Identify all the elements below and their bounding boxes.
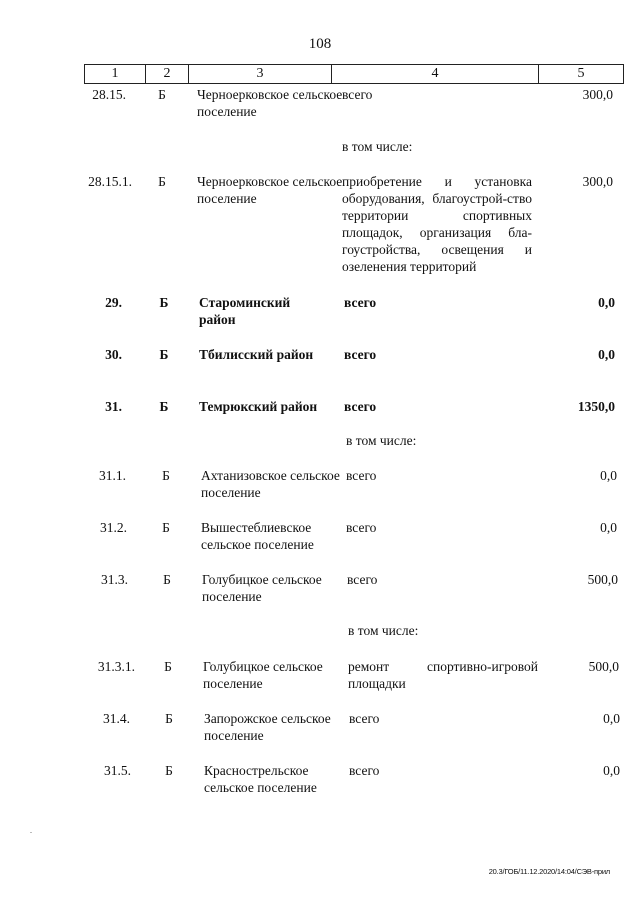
row-name: Тбилисский район xyxy=(199,347,314,362)
row-value: 300,0 xyxy=(582,87,613,102)
row-number: 31.2. xyxy=(100,520,127,535)
row-description: ремонт спортивно-игровой площадки xyxy=(348,659,538,691)
row-description: всего xyxy=(342,87,373,102)
row-name: Голубицкое сельское поселение xyxy=(203,659,323,691)
row-description: приобретение и установка оборудования, благоустрой-ство территории спортивных площадок, организация бла-гоустройства, освещения и озеленения территорий xyxy=(342,174,532,274)
row-description: всего xyxy=(344,347,377,362)
row-value: 1350,0 xyxy=(577,399,615,414)
row-value: 0,0 xyxy=(598,295,615,310)
row-value: 0,0 xyxy=(603,763,620,778)
row-name: Голубицкое сельское поселение xyxy=(202,572,322,604)
row-description: всего xyxy=(347,572,378,587)
page-number: 108 xyxy=(308,36,332,52)
row-category: Б xyxy=(163,572,171,587)
header-col-2: 2 xyxy=(163,66,171,81)
row-category: Б xyxy=(158,174,166,189)
row-number: 31. xyxy=(105,399,122,414)
table-header-row xyxy=(84,64,624,84)
header-col-5: 5 xyxy=(577,66,585,81)
row-category: Б xyxy=(165,763,173,778)
row-number: 28.15. xyxy=(92,87,126,102)
subtotal-label: в том числе: xyxy=(342,139,413,154)
row-name: Запорожское сельское поселение xyxy=(204,711,331,743)
row-description: всего xyxy=(349,711,380,726)
header-col-3: 3 xyxy=(256,66,264,81)
row-value: 300,0 xyxy=(582,174,613,189)
row-value: 0,0 xyxy=(598,347,615,362)
subtotal-label: в том числе: xyxy=(346,433,417,448)
row-name: Староминский район xyxy=(199,295,291,327)
header-col-4: 4 xyxy=(431,66,439,81)
row-value: 0,0 xyxy=(600,520,617,535)
row-category: Б xyxy=(159,399,169,414)
row-value: 500,0 xyxy=(588,659,619,674)
row-number: 29. xyxy=(105,295,122,310)
row-category: Б xyxy=(164,659,172,674)
row-number: 28.15.1. xyxy=(88,174,132,189)
row-name: Краснострельское сельское поселение xyxy=(204,763,317,795)
scan-speck xyxy=(30,832,32,833)
row-value: 0,0 xyxy=(600,468,617,483)
row-value: 0,0 xyxy=(603,711,620,726)
row-category: Б xyxy=(158,87,166,102)
row-name: Ахтанизовское сельское поселение xyxy=(201,468,340,500)
row-description: всего xyxy=(349,763,380,778)
footer-stamp: 20.3/ГОБ/11.12.2020/14:04/СЭВ-прил xyxy=(488,867,610,876)
row-number: 30. xyxy=(105,347,122,362)
row-number: 31.1. xyxy=(99,468,126,483)
row-category: Б xyxy=(165,711,173,726)
row-category: Б xyxy=(159,295,169,310)
row-number: 31.3. xyxy=(101,572,128,587)
row-category: Б xyxy=(162,520,170,535)
row-name: Черноерковское сельское поселение xyxy=(197,87,343,119)
row-description: всего xyxy=(344,399,377,414)
subtotal-label: в том числе: xyxy=(348,623,419,638)
row-category: Б xyxy=(162,468,170,483)
row-name: Черноерковское сельское поселение xyxy=(197,174,343,206)
row-number: 31.3.1. xyxy=(97,659,135,674)
row-description: всего xyxy=(346,520,377,535)
row-value: 500,0 xyxy=(587,572,618,587)
header-col-1: 1 xyxy=(111,66,119,81)
row-category: Б xyxy=(159,347,169,362)
row-description: всего xyxy=(344,295,377,310)
row-number: 31.5. xyxy=(104,763,131,778)
row-name: Темрюкский район xyxy=(199,399,318,414)
row-description: всего xyxy=(346,468,377,483)
row-name: Вышестеблиевское сельское поселение xyxy=(201,520,314,552)
row-number: 31.4. xyxy=(103,711,130,726)
